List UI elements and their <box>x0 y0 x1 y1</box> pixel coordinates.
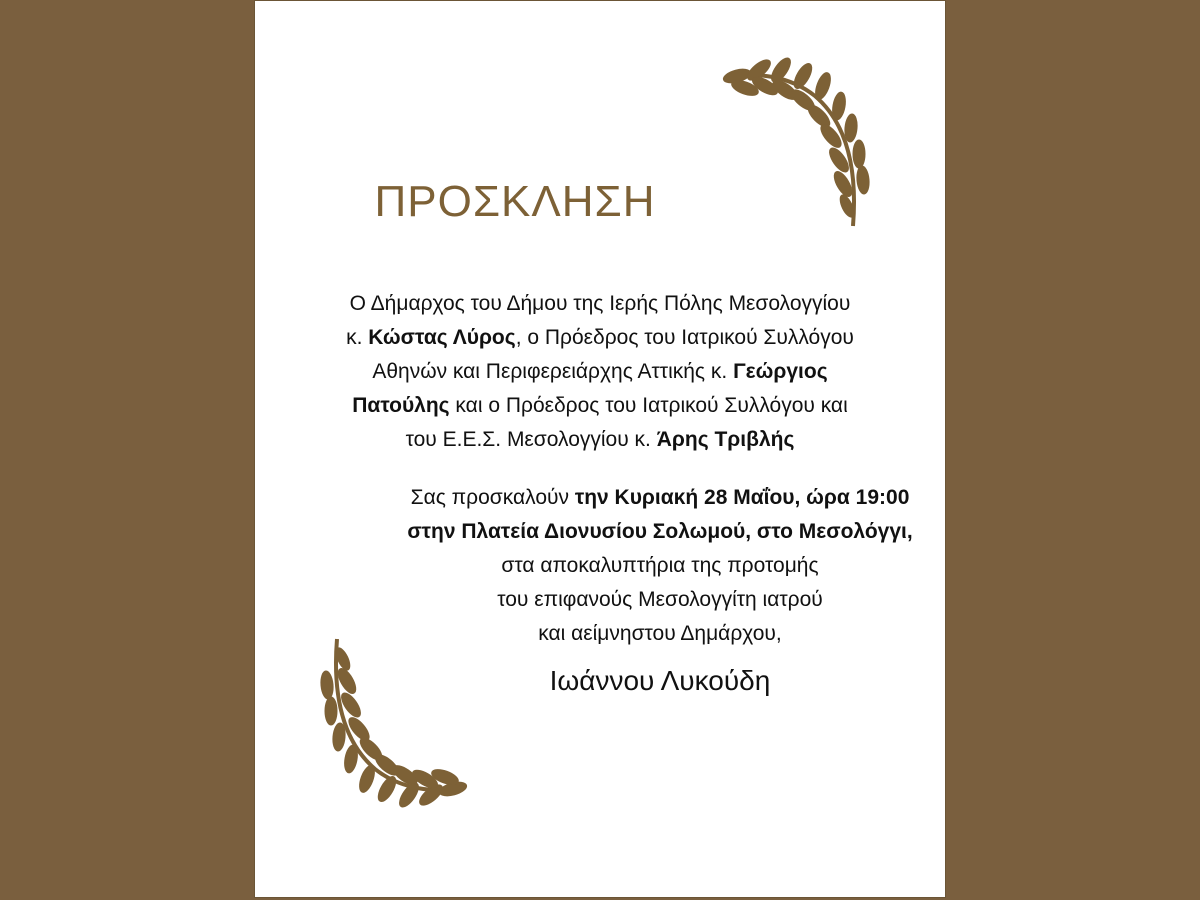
honoree-name: Ιωάννου Λυκούδη <box>549 665 771 696</box>
event-text: Σας προσκαλούν <box>410 486 575 509</box>
invitation-title: ΠΡΟΣΚΛΗΣΗ <box>374 177 656 226</box>
hosts-text: , ο Πρόεδρος του Ιατρικού Συλλόγου <box>515 326 854 349</box>
hosts-text: κ. <box>346 326 369 349</box>
event-line-1 <box>255 481 945 515</box>
hosts-text: Αθηνών και Περιφερειάρχης Αττικής κ. <box>372 360 734 383</box>
host-name: Πατούλης <box>352 394 450 417</box>
hosts-line-5 <box>255 423 945 457</box>
event-line-3: στα αποκαλυπτήρια της προτομής <box>501 554 819 577</box>
hosts-line-4 <box>255 389 945 423</box>
event-paragraph <box>255 481 945 651</box>
hosts-paragraph <box>255 287 945 457</box>
hosts-text: του Ε.Ε.Σ. Μεσολογγίου κ. <box>405 428 657 451</box>
event-location: στην Πλατεία Διονυσίου Σολωμού, στο Μεσολόγγι, <box>407 520 913 543</box>
event-line-4: του επιφανούς Μεσολογγίτη ιατρού <box>497 588 823 611</box>
event-date: την Κυριακή 28 Μαΐου, ώρα 19:00 <box>574 486 910 509</box>
invitation-card <box>254 0 946 898</box>
laurel-branch-icon <box>295 629 475 809</box>
event-line-2 <box>255 515 945 549</box>
host-name: Κώστας Λύρος <box>368 326 516 349</box>
hosts-line-2 <box>255 321 945 355</box>
host-name: Άρης Τριβλής <box>656 428 795 451</box>
event-line-5: και αείμνηστου Δημάρχου, <box>538 622 782 645</box>
host-name: Γεώργιος <box>733 360 828 383</box>
hosts-line-3 <box>255 355 945 389</box>
hosts-line-1: Ο Δήμαρχος του Δήμου της Ιερής Πόλης Μεσολογγίου <box>349 292 851 315</box>
hosts-text: και ο Πρόεδρος του Ιατρικού Συλλόγου και <box>449 394 848 417</box>
